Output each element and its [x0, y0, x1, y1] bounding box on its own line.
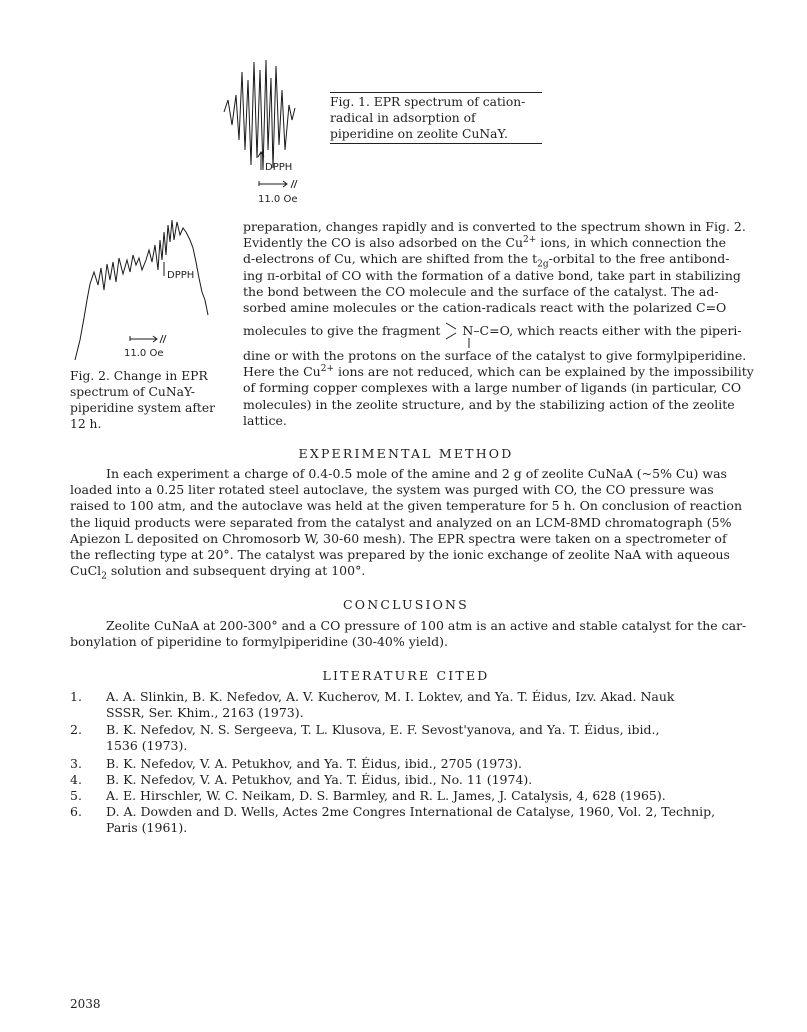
- experimental-line: CuCl$_2$ solution and subsequent drying at 100°.: [70, 563, 366, 582]
- reference-item: [70, 689, 742, 723]
- figure1-dpph-label: DPPH: [265, 162, 293, 173]
- conclusions-line: Zeolite CuNaA at 200-300° and a CO pressure of 100 atm is an active and stable catalyst for the car-: [106, 618, 747, 633]
- reference-text: A. A. Slinkin, B. K. Nefedov, A. V. Kucherov, M. I. Loktev, and Ya. T. Éidus, Izv. Akad. Nauk: [106, 689, 675, 704]
- conclusions-heading: CONCLUSIONS: [343, 597, 469, 612]
- experimental-line: the reflecting type at 20°. The catalyst was prepared by the ionic exchange of zeolite NaA with aqueous: [70, 547, 730, 563]
- figure2-caption: Fig. 2. Change in EPR spectrum of CuNaY-piperidine system after 12 h.: [70, 369, 216, 431]
- reference-text: B. K. Nefedov, V. A. Petukhov, and Ya. T. Éidus, ibid., 2705 (1973).: [106, 756, 522, 771]
- body-line: Evidently the CO is also adsorbed on the $Cu^{2+}$ ions, in which connection the: [243, 235, 727, 251]
- reference-item: [70, 756, 742, 773]
- body-line: of forming copper complexes with a large number of ligands (in particular, CO: [243, 380, 742, 396]
- fragment-bracket-icon: [444, 325, 458, 339]
- body-line: Here the $Cu^{2+}$ ions are not reduced, which can be explained by the impossibility: [243, 364, 754, 380]
- reference-number: 3.: [70, 756, 82, 771]
- body-line: molecules) in the zeolite structure, and by the stabilizing action of the zeolite: [243, 396, 735, 412]
- experimental-line: Apiezon L deposited on Chromosorb W, 30-60 mesh). The EPR spectra were taken on a spectrometer of: [70, 530, 727, 546]
- reference-number: 2.: [70, 722, 82, 737]
- experimental-line: loaded into a 0.25 liter rotated steel autoclave, the system was purged with CO, the CO pressure was: [70, 482, 714, 498]
- reference-number: 6.: [70, 804, 82, 819]
- body-line: ing π-orbital of CO with the formation of a dative bond, take part in stabilizing: [243, 267, 741, 283]
- body-paragraph-cont: [243, 348, 754, 429]
- experimental-section: [70, 466, 750, 582]
- reference-item: [70, 772, 742, 789]
- experimental-line: the liquid products were separated from the catalyst and analyzed on an LCM-8MD chromatograph (5%: [70, 514, 732, 530]
- body-paragraph: [243, 219, 746, 316]
- body-line: lattice.: [243, 412, 287, 428]
- fragment-line: molecules to give the fragment N–C=O, which reacts either with the piperi-: [243, 323, 742, 338]
- figure1-caption: Fig. 1. EPR spectrum of cation-radical in adsorption of piperidine on zeolite CuNaY.: [330, 92, 542, 144]
- experimental-line: raised to 100 atm, and the autoclave was held at the given temperature for 5 h. On conclusion of reaction: [70, 498, 742, 514]
- experimental-heading: EXPERIMENTAL METHOD: [298, 446, 514, 461]
- figure1-scale-label: 11.0 Oe: [258, 194, 298, 205]
- reference-text-cont: SSSR, Ser. Khim., 2163 (1973).: [106, 705, 304, 721]
- page-number: 2038: [70, 997, 101, 1011]
- reference-text: A. E. Hirschler, W. C. Neikam, D. S. Barmley, and R. L. James, J. Catalysis, 4, 628 (1965).: [106, 788, 666, 803]
- figure2-scale-label: 11.0 Oe: [124, 348, 164, 359]
- reference-number: 5.: [70, 788, 82, 803]
- body-line: d-electrons of Cu, which are shifted from the $t_{2g}$-orbital to the free antibond-: [243, 251, 730, 270]
- reference-text-cont: Paris (1961).: [106, 820, 188, 836]
- reference-item: [70, 722, 742, 756]
- reference-number: 4.: [70, 772, 82, 787]
- reference-text: D. A. Dowden and D. Wells, Actes 2me Congres International de Catalyse, 1960, Vol. 2, Technip,: [106, 804, 716, 819]
- figure2-dpph-label: DPPH: [167, 270, 195, 281]
- reference-text: B. K. Nefedov, N. S. Sergeeva, T. L. Klusova, E. F. Sevost'yanova, and Ya. T. Éidus, ibid.,: [106, 722, 660, 737]
- body-line: preparation, changes rapidly and is converted to the spectrum shown in Fig. 2.: [243, 219, 746, 234]
- reference-number: 1.: [70, 689, 82, 704]
- reference-text-cont: 1536 (1973).: [106, 738, 188, 754]
- body-line: sorbed amine molecules or the cation-radicals react with the polarized C=O: [243, 300, 727, 316]
- conclusions-line: bonylation of piperidine to formylpiperidine (30-40% yield).: [70, 634, 449, 650]
- literature-heading: LITERATURE CITED: [322, 668, 490, 683]
- reference-item: [70, 788, 742, 805]
- conclusions-section: [70, 618, 750, 650]
- reference-text: B. K. Nefedov, V. A. Petukhov, and Ya. T. Éidus, ibid., No. 11 (1974).: [106, 772, 533, 787]
- experimental-line: In each experiment a charge of 0.4-0.5 mole of the amine and 2 g of zeolite CuNaA (~5% Cu) was: [106, 466, 727, 481]
- body-line: dine or with the protons on the surface of the catalyst to give formylpiperidine.: [243, 348, 747, 363]
- body-line: the bond between the CO molecule and the surface of the catalyst. The ad-: [243, 283, 719, 299]
- reference-item: [70, 804, 742, 838]
